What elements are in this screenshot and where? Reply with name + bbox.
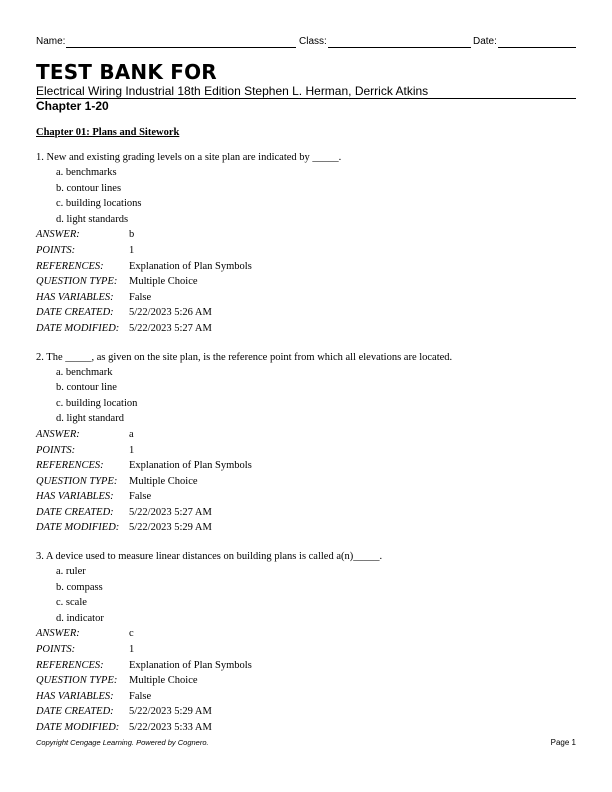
meta-row-date-modified — [36, 321, 576, 337]
meta-row-question-type — [36, 274, 576, 290]
class-label: Class: — [299, 36, 327, 47]
meta-row-points — [36, 243, 576, 259]
meta-label: DATE CREATED: — [36, 307, 114, 319]
meta-value: 5/22/2023 5:27 AM — [129, 506, 212, 518]
title-rule — [36, 98, 576, 99]
date-label: Date: — [473, 36, 497, 47]
meta-label: HAS VARIABLES: — [36, 690, 114, 702]
question-text: 2. The _____, as given on the site plan, is the reference point from which all elevations are located. — [36, 351, 453, 363]
meta-row-answer — [36, 427, 576, 443]
meta-label: POINTS: — [36, 244, 76, 256]
meta-label: HAS VARIABLES: — [36, 291, 114, 303]
answer-choice: b. contour lines — [56, 182, 122, 194]
answer-choice: a. ruler — [56, 566, 86, 578]
question-list — [36, 150, 576, 749]
meta-value: Multiple Choice — [129, 276, 198, 288]
page-title: TEST BANK FOR — [36, 59, 217, 85]
meta-label: QUESTION TYPE: — [36, 475, 118, 487]
question-text: 3. A device used to measure linear distances on building plans is called a(n)_____. — [36, 551, 383, 563]
answer-choice: a. benchmarks — [56, 167, 117, 178]
answer-choice: c. scale — [56, 597, 87, 609]
meta-value: 5/22/2023 5:26 AM — [129, 307, 212, 319]
meta-row-date-created — [36, 305, 576, 321]
meta-label: HAS VARIABLES: — [36, 491, 114, 503]
meta-label: ANSWER: — [36, 229, 80, 241]
meta-row-answer — [36, 227, 576, 243]
meta-label: DATE MODIFIED: — [36, 722, 120, 733]
question-block — [36, 350, 576, 537]
question-text: 1. New and existing grading levels on a site plan are indicated by _____. — [36, 152, 342, 163]
meta-label: QUESTION TYPE: — [36, 276, 118, 288]
meta-value: Explanation of Plan Symbols — [129, 260, 252, 272]
meta-value: Explanation of Plan Symbols — [129, 460, 252, 472]
meta-label: DATE CREATED: — [36, 706, 114, 718]
meta-label: QUESTION TYPE: — [36, 675, 118, 687]
meta-value: False — [129, 491, 152, 503]
meta-label: POINTS: — [36, 644, 76, 656]
question-block — [36, 549, 576, 736]
meta-row-has-variables — [36, 290, 576, 306]
meta-value: Explanation of Plan Symbols — [129, 659, 252, 671]
meta-row-date-created — [36, 505, 576, 521]
meta-row-references — [36, 458, 576, 474]
answer-choice: d. light standard — [56, 413, 124, 425]
meta-value: 5/22/2023 5:27 AM — [129, 322, 212, 334]
meta-row-points — [36, 642, 576, 658]
meta-value: 5/22/2023 5:29 AM — [129, 706, 212, 718]
meta-label: POINTS: — [36, 444, 76, 456]
meta-row-question-type — [36, 474, 576, 490]
meta-row-date-modified — [36, 720, 576, 736]
meta-value: 1 — [129, 444, 135, 456]
answer-choice: a. benchmark — [56, 366, 113, 378]
meta-value: 5/22/2023 5:29 AM — [129, 522, 212, 534]
meta-value: Multiple Choice — [129, 475, 198, 487]
chapter-range: Chapter 1-20 — [36, 99, 109, 113]
answer-choice: c. building locations — [56, 198, 142, 210]
meta-row-references — [36, 259, 576, 275]
question-block — [36, 150, 576, 337]
meta-row-question-type — [36, 673, 576, 689]
book-subtitle: Electrical Wiring Industrial 18th Edition Stephen L. Herman, Derrick Atkins — [36, 84, 429, 98]
meta-value: False — [129, 690, 152, 702]
meta-value: 1 — [129, 244, 135, 256]
answer-choice: d. indicator — [56, 612, 104, 624]
meta-row-points — [36, 443, 576, 459]
meta-label: DATE MODIFIED: — [36, 322, 120, 334]
meta-value: False — [129, 291, 152, 303]
meta-label: ANSWER: — [36, 428, 80, 440]
meta-value: c — [129, 628, 134, 640]
answer-choice: b. compass — [56, 581, 103, 593]
name-label: Name: — [36, 36, 66, 47]
footer-copyright: Copyright Cengage Learning. Powered by Cognero. — [36, 738, 209, 747]
meta-label: ANSWER: — [36, 628, 80, 640]
class-line — [328, 47, 471, 48]
meta-value: b — [129, 229, 135, 241]
meta-row-has-variables — [36, 489, 576, 505]
meta-row-has-variables — [36, 689, 576, 705]
meta-value: 5/22/2023 5:33 AM — [129, 722, 212, 733]
meta-row-date-created — [36, 704, 576, 720]
answer-choice: c. building location — [56, 397, 138, 409]
meta-label: REFERENCES: — [36, 260, 104, 272]
answer-choice: d. light standards — [56, 213, 129, 225]
meta-label: REFERENCES: — [36, 460, 104, 472]
meta-row-references — [36, 658, 576, 674]
meta-label: DATE MODIFIED: — [36, 522, 120, 534]
meta-value: 1 — [129, 644, 135, 656]
section-heading: Chapter 01: Plans and Sitework — [36, 127, 180, 138]
meta-value: a — [129, 428, 134, 440]
answer-choice: b. contour line — [56, 382, 117, 394]
name-line — [66, 47, 296, 48]
meta-label: DATE CREATED: — [36, 506, 114, 518]
meta-row-answer — [36, 626, 576, 642]
meta-value: Multiple Choice — [129, 675, 198, 687]
student-info-fields — [36, 36, 576, 50]
meta-row-date-modified — [36, 520, 576, 536]
date-line — [498, 47, 576, 48]
footer-page-number: Page 1 — [550, 738, 576, 747]
meta-label: REFERENCES: — [36, 659, 104, 671]
